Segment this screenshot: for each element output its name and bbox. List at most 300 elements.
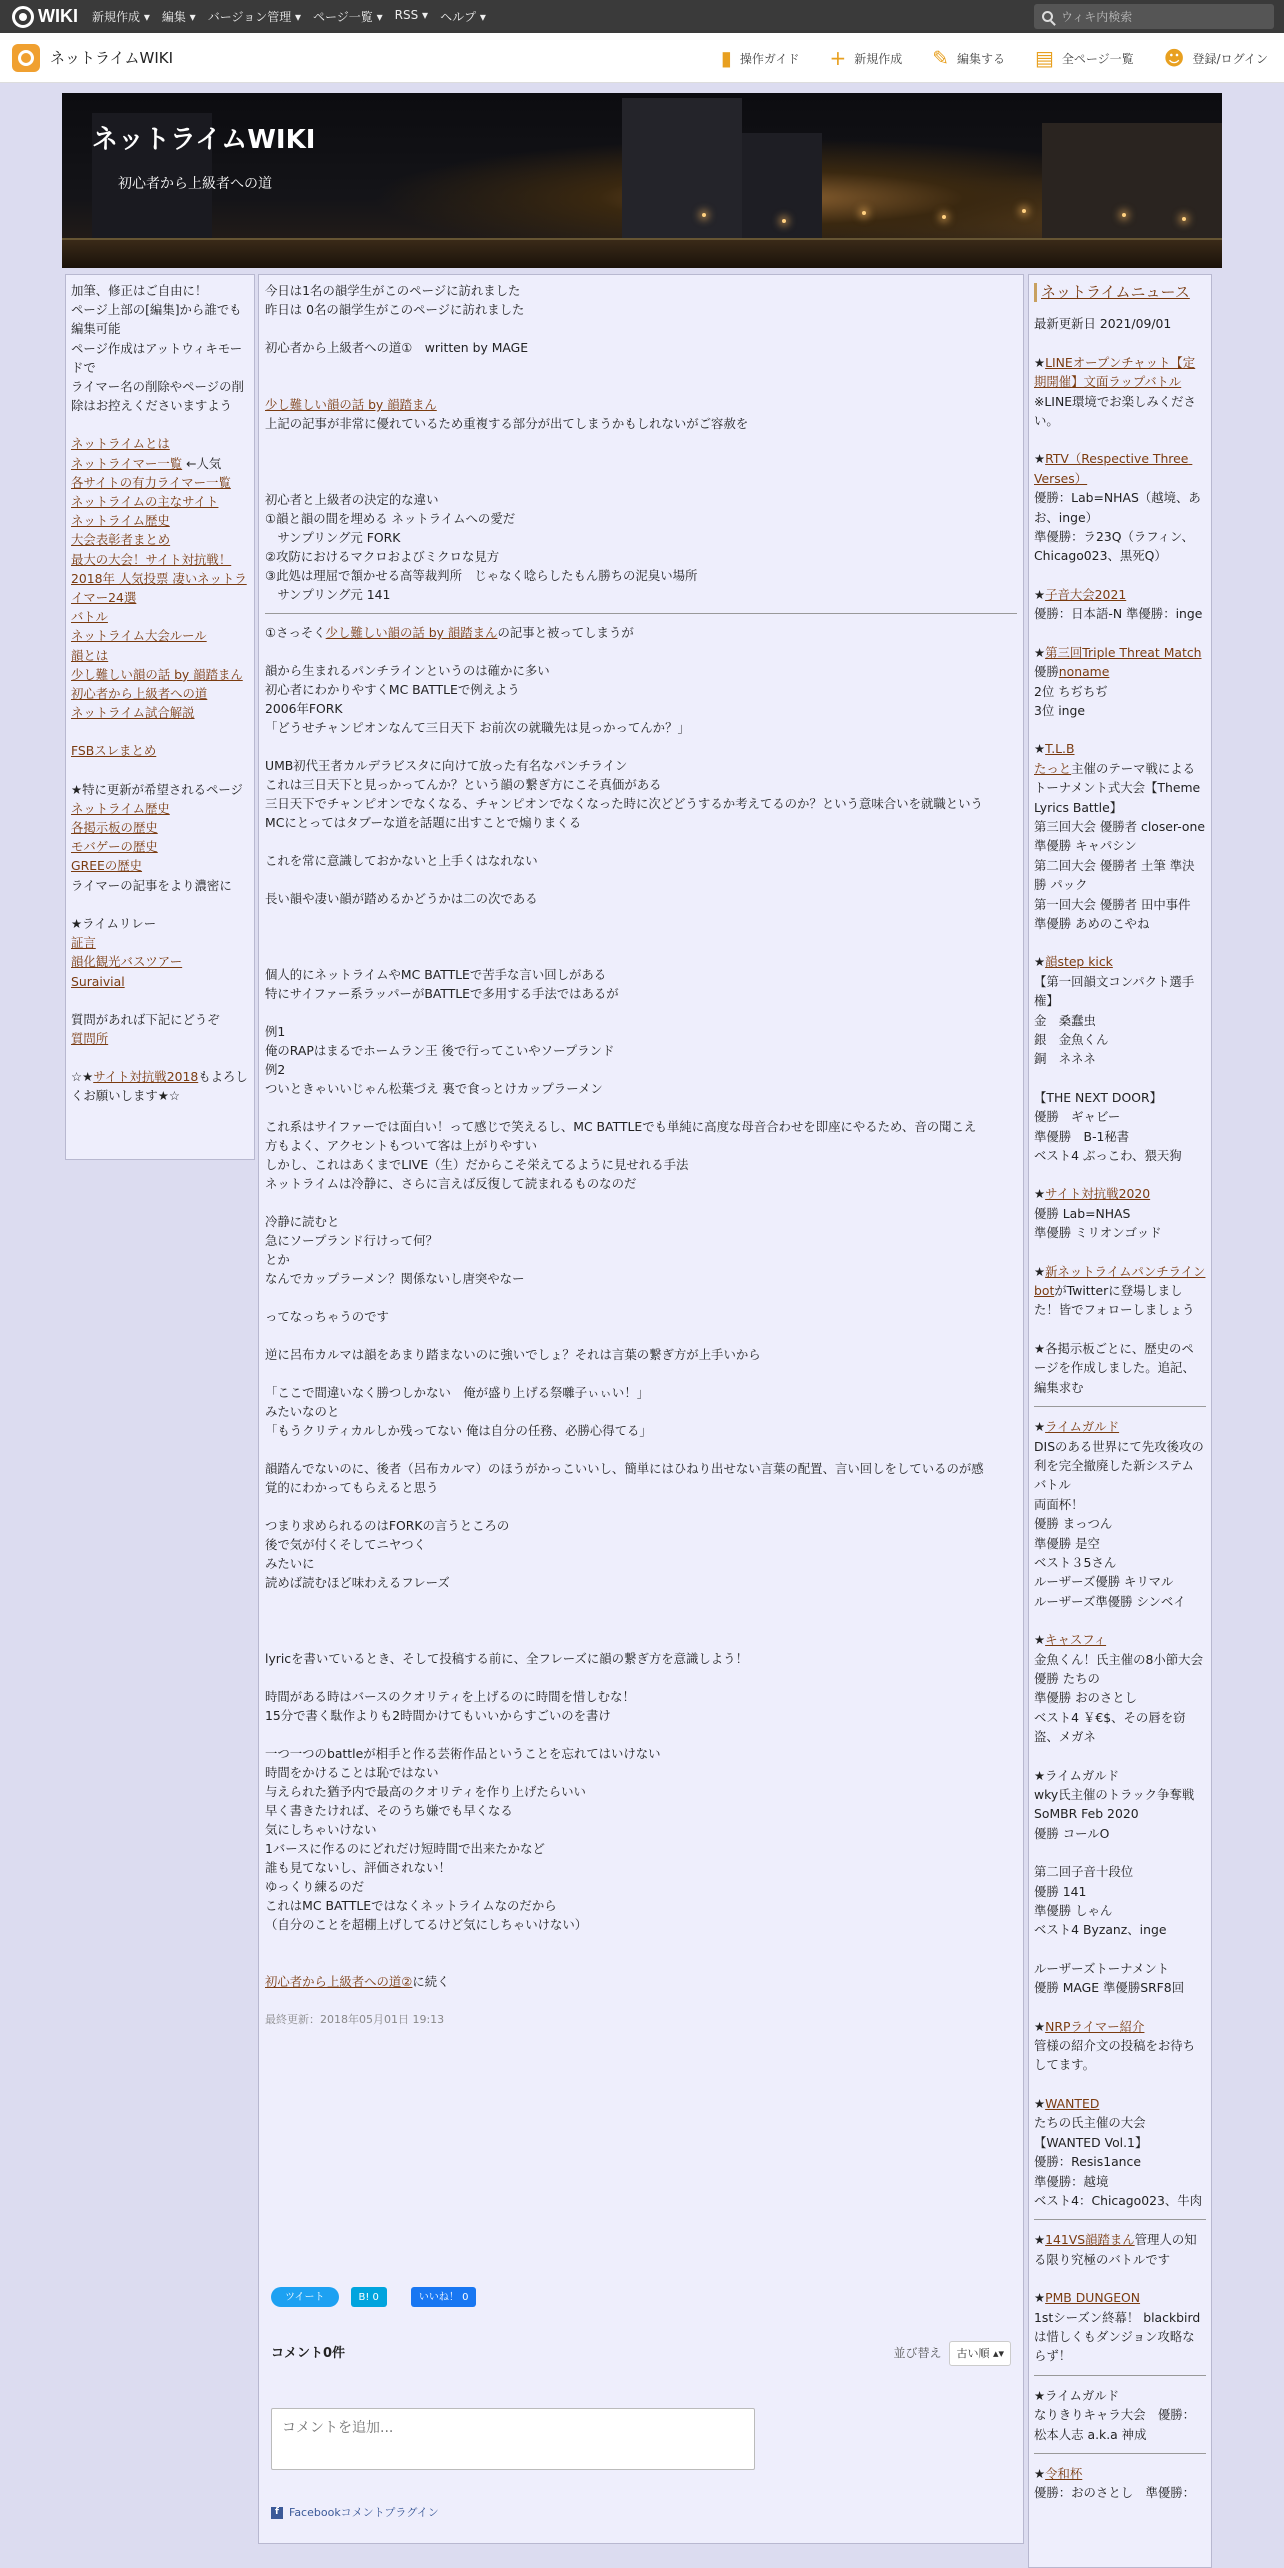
link[interactable]: 各掲示板の歴史	[71, 820, 158, 836]
text-line	[265, 1877, 1017, 1896]
link[interactable]: ネットライムとは	[71, 436, 170, 452]
text-line	[265, 623, 1017, 642]
social-buttons	[271, 2287, 476, 2307]
text-line	[1034, 2483, 1206, 2502]
text-line	[265, 1573, 1017, 1592]
line-text: ベスト３5さん	[1034, 1554, 1117, 1570]
link[interactable]: 令和杯	[1045, 2465, 1083, 2481]
atwiki-logo[interactable]	[12, 6, 78, 28]
line-text: 初心者と上級者の決定的な違い	[265, 492, 439, 507]
text-line	[1034, 1223, 1206, 1242]
text-line	[265, 1345, 1017, 1364]
tweet-button[interactable]: ツイート	[271, 2287, 339, 2307]
text-line	[1034, 2094, 1206, 2113]
line-text: DISのある世界にて先攻後攻の利を完全撤廃した新システムバトル	[1034, 1438, 1204, 1493]
text-line	[265, 1383, 1017, 1402]
link[interactable]: ネットライム大会ルール	[71, 628, 207, 644]
line-text: 早く書きたければ、そのうち嫌でも早くなる	[265, 1803, 513, 1818]
text-line	[71, 607, 249, 626]
text-line	[1034, 2386, 1206, 2405]
text-line	[265, 756, 1017, 775]
spacer	[265, 1725, 1017, 1744]
line-text: 優勝 コールO	[1034, 1825, 1110, 1841]
book-icon: ▮	[720, 46, 732, 70]
link[interactable]: 大会表彰者まとめ	[71, 532, 171, 548]
spacer	[265, 1630, 1017, 1649]
line-text: 覚的にわかってもらえると思う	[265, 1480, 439, 1495]
line-text: 2位 ちぢちぢ	[1034, 683, 1108, 699]
line-text: 初心者にわかりやすくMC BATTLEで例えよう	[265, 682, 520, 697]
line-text: 1stシーズン終幕！ blackbirdは惜しくもダンジョン攻略ならず！	[1034, 2309, 1201, 2364]
text-line	[71, 914, 249, 933]
spacer	[265, 946, 1017, 965]
text-line	[71, 952, 249, 971]
link[interactable]: サイト対抗戦2018	[93, 1069, 199, 1085]
text-line	[1034, 449, 1206, 488]
text-line	[1034, 1088, 1206, 1107]
spacer	[265, 870, 1017, 889]
link[interactable]: 少し難しい韻の話 by 韻踏まん	[325, 625, 498, 640]
line-text: これ系はサイファーでは面白い！って感じで笑えるし、MC BATTLEでも単純に高度な母音合わせを即座にやるため、音の聞こえ	[265, 1119, 977, 1134]
line-text: 時間がある時はバースのクオリティを上げるのに時間を惜しむな！	[265, 1689, 635, 1704]
line-text: 最終更新：2018年05月01日 19:13	[265, 2013, 445, 2026]
line-text: 逆に呂布カルマは韻をあまり踏まないのに強いでしょ？それは言葉の繋ぎ方が上手いから	[265, 1347, 761, 1362]
line-text: 質問があれば下記にどうぞ	[71, 1011, 220, 1027]
line-suffix: の記事と被ってしまうが	[497, 625, 634, 640]
text-line	[71, 856, 249, 875]
spacer	[1034, 1243, 1206, 1262]
line-text: 準優勝 しゃん	[1034, 1903, 1113, 1919]
divider	[1034, 2219, 1206, 2220]
link[interactable]: PMB DUNGEON	[1045, 2290, 1141, 2306]
link[interactable]: 最大の大会！サイト対抗戦！	[71, 551, 232, 567]
link[interactable]: たっと	[1034, 760, 1072, 776]
text-line	[265, 965, 1017, 984]
text-line	[265, 395, 1017, 414]
menu-help[interactable]: ヘルプ ▾	[440, 10, 486, 24]
link[interactable]: 韻化観光バスツアー	[71, 954, 183, 970]
link[interactable]: NRPライマー紹介	[1045, 2018, 1145, 2034]
line-text: 上記の記事が非常に優れているため重複する部分が出てしまうかもしれないがご容赦を	[265, 416, 749, 431]
text-line	[1034, 1650, 1206, 1669]
spacer	[265, 1098, 1017, 1117]
text-line	[1034, 2152, 1206, 2171]
line-text: MCにとってはタブーな道を話題に出すことで煽りまくる	[265, 815, 582, 830]
line-text: みたいに	[265, 1556, 315, 1571]
line-text: 【第一回韻文コンパクト選手権】	[1034, 973, 1195, 1009]
text-line	[265, 1820, 1017, 1839]
text-line	[265, 1801, 1017, 1820]
line-text: lyricを書いているとき、そして投稿する前に、全フレーズに韻の繋ぎ方を意識しよう！	[265, 1651, 748, 1666]
text-line	[265, 1212, 1017, 1231]
line-text: なりきりキャラ大会 優勝：松本人志 a.k.a 神成	[1034, 2407, 1196, 2442]
comment-input[interactable]	[271, 2408, 755, 2470]
link[interactable]: 初心者から上級者への道	[71, 686, 208, 702]
top-menu	[92, 8, 486, 25]
text-line	[1034, 2133, 1206, 2152]
line-text: ベスト4 Byzanz、inge	[1034, 1922, 1167, 1938]
text-line	[265, 1117, 1017, 1136]
link[interactable]: ネットライム歴史	[71, 800, 170, 816]
link[interactable]: 少し難しい韻の話 by 韻踏まん	[265, 397, 437, 412]
line-text: 俺のRAPはまるでホームラン王 後で行ってこいやソープランド	[265, 1043, 615, 1058]
text-line	[1034, 2464, 1206, 2483]
text-line	[265, 1421, 1017, 1440]
text-line	[71, 300, 249, 338]
line-text: ①韻と韻の間を埋める ネットライムへの愛だ	[265, 511, 516, 526]
line-text: 「どうせチャンピオンなんて三日天下 お前次の就職先は見っかってんか？」	[265, 720, 690, 735]
text-line	[265, 1459, 1017, 1478]
text-line	[265, 718, 1017, 737]
line-text: ってなっちゃうのです	[265, 1309, 389, 1324]
link[interactable]: バトル	[71, 609, 108, 625]
wiki-logo-icon[interactable]	[12, 44, 40, 72]
spacer	[265, 1193, 1017, 1212]
spacer	[1034, 624, 1206, 643]
line-text: 加筆、修正はご自由に！	[71, 283, 208, 298]
text-line	[265, 1250, 1017, 1269]
text-line	[265, 1174, 1017, 1193]
link[interactable]: WANTED	[1045, 2095, 1100, 2111]
line-text: 優勝 Lab=NHAS	[1034, 1205, 1131, 1221]
line-prefix: ★	[1034, 2018, 1046, 2034]
link[interactable]: 2018年 人気投票 凄いネットライマー24選	[71, 570, 247, 606]
spacer	[265, 319, 1017, 338]
spacer	[1034, 720, 1206, 739]
text-line	[71, 972, 249, 991]
news-title[interactable]: ネットライムニュース	[1034, 283, 1206, 302]
text-line	[265, 1706, 1017, 1725]
text-line	[71, 741, 249, 760]
line-text: 今日は1名の韻学生がこのページに訪れました	[265, 283, 521, 298]
text-line	[1034, 739, 1206, 758]
line-suffix: 管理人の知る限り究極のバトルです	[1034, 2232, 1197, 2267]
line-text: 急にソープランド行けって何？	[265, 1233, 438, 1248]
link[interactable]: モバゲーの歴史	[71, 839, 158, 855]
text-line	[1034, 1184, 1206, 1203]
text-line	[1034, 1262, 1206, 1320]
text-line	[1034, 585, 1206, 604]
line-text: ルーザーズトーナメント	[1034, 1960, 1170, 1976]
line-text: 準優勝：ラ23Q（ラフィン、Chicago023、黒死Q）	[1034, 529, 1194, 564]
spacer	[265, 452, 1017, 471]
divider	[265, 613, 1017, 614]
line-text: 初心者から上級者への道① written by MAGE	[265, 340, 529, 355]
line-prefix: ★	[1034, 954, 1046, 970]
line-suffix: がTwitterに登場しました！皆でフォローしましょう	[1034, 1283, 1195, 1318]
line-text: ②攻防におけるマクロおよびミクロな見方	[265, 549, 500, 564]
line-text: ベスト4 ぶっこわ、猥天狗	[1034, 1148, 1182, 1164]
line-suffix: 主催のテーマ戦によるトーナメント式大会【Theme Lyrics Battle】	[1034, 760, 1205, 815]
link[interactable]: ネットライム試合解説	[71, 705, 195, 721]
spacer	[265, 1288, 1017, 1307]
text-line	[265, 1079, 1017, 1098]
line-prefix: ☆★	[71, 1069, 94, 1085]
spacer	[1034, 1940, 1206, 1959]
line-text: ★各掲示板ごとに、歴史のページを作成しました。追記、編集求む	[1034, 1340, 1195, 1395]
text-line	[265, 680, 1017, 699]
text-line	[71, 550, 249, 569]
line-prefix: ★	[1034, 2290, 1046, 2306]
spacer	[265, 1953, 1017, 1972]
text-line	[265, 1782, 1017, 1801]
line-text: ★ライムリレー	[71, 915, 157, 931]
spacer	[1034, 430, 1206, 449]
text-line	[265, 1839, 1017, 1858]
line-text: ネットライムは冷静に、さらに言えば反復して読まれるものなのだ	[265, 1176, 637, 1191]
menu-version[interactable]: バージョン管理 ▾	[207, 10, 302, 24]
line-text: 長い韻や凄い韻が踏めるかどうかは二の次である	[265, 891, 538, 906]
text-line	[265, 1535, 1017, 1554]
text-line	[71, 1029, 249, 1048]
text-line	[1034, 1204, 1206, 1223]
line-text: 銅 ネネネ	[1034, 1051, 1096, 1067]
wiki-search-input[interactable]	[1034, 4, 1274, 29]
line-text: ゆっくり練るのだ	[265, 1879, 365, 1894]
line-text: 優勝：日本語-N 準優勝：inge	[1034, 606, 1203, 622]
nav-edit[interactable]	[932, 46, 1005, 70]
line-text: 三日天下でチャンピオンでなくなる、チャンピオンでなくなった時に次どどうするか考えてるのか？という意味合いを就職という	[265, 796, 983, 811]
text-line	[1034, 2230, 1206, 2269]
text-line	[265, 1896, 1017, 1915]
text-line	[1034, 1127, 1206, 1146]
line-text: ページ上部の[編集]から誰でも編集可能	[71, 302, 242, 337]
line-text: ※LINE環境でお楽しみください。	[1034, 393, 1196, 429]
text-line	[265, 1763, 1017, 1782]
text-line	[71, 454, 249, 473]
at-logo-icon	[12, 6, 34, 28]
text-line	[1034, 1011, 1206, 1030]
banner-light	[1182, 217, 1186, 221]
text-line	[265, 1022, 1017, 1041]
link[interactable]: 141VS韻踏まん	[1045, 2232, 1135, 2248]
nav-all-pages[interactable]	[1035, 46, 1134, 70]
link[interactable]: 韻step kick	[1045, 954, 1113, 970]
line-text: 優勝：Lab=NHAS（越境、あお、inge）	[1034, 490, 1201, 525]
text-line	[71, 818, 249, 837]
link[interactable]: LINEオープンチャット【定期開催】文面ラップバトル	[1034, 354, 1196, 390]
comment-sort	[893, 2341, 1011, 2366]
text-line	[1034, 643, 1206, 662]
line-text: 【THE NEXT DOOR】	[1034, 1089, 1162, 1105]
nav-guide[interactable]	[721, 46, 800, 70]
nav-new-label: 新規作成	[854, 51, 903, 66]
text-line	[265, 1060, 1017, 1079]
line-text: 準優勝：越境	[1034, 2173, 1109, 2189]
line-text: 3位 inge	[1034, 702, 1085, 718]
link[interactable]: 質問所	[71, 1030, 109, 1046]
menu-pages[interactable]: ページ一覧 ▾	[313, 10, 383, 24]
text-line	[71, 799, 249, 818]
text-line	[1034, 392, 1206, 431]
line-text: 準優勝 ミリオンゴッド	[1034, 1225, 1162, 1241]
sort-label: 並び替え	[893, 2346, 942, 2360]
line-text: UMB初代王者カルデラビスタに向けて放った有名なパンチライン	[265, 758, 628, 773]
text-line	[71, 876, 249, 895]
link[interactable]: 韻とは	[71, 647, 109, 663]
news-list	[1034, 314, 1209, 2502]
line-text: しかし、これはあくまでLIVE（生）だからこそ栄えてるように見せれる手法	[265, 1157, 689, 1172]
text-line	[1034, 701, 1206, 720]
spacer	[71, 991, 249, 1010]
menu-new[interactable]: 新規作成 ▾	[92, 10, 150, 24]
hatena-bookmark-button[interactable]: B! 0	[351, 2287, 387, 2307]
spacer	[265, 376, 1017, 395]
divider	[1034, 1406, 1206, 1407]
spacer	[71, 722, 249, 741]
sort-select[interactable]: 古い順 ▴▾	[949, 2341, 1011, 2366]
text-line	[265, 1478, 1017, 1497]
line-suffix: もよろしくお願いします★☆	[71, 1069, 248, 1104]
text-line	[1034, 1959, 1206, 1978]
text-line	[1034, 1901, 1206, 1920]
text-line	[1034, 817, 1209, 856]
header-nav	[721, 33, 1268, 83]
menu-rss[interactable]: RSS ▾	[394, 8, 429, 22]
text-line	[71, 569, 249, 607]
text-line	[1034, 1417, 1206, 1436]
line-text: 与えられた猶予内で最高のクオリティを作り上げたらいい	[265, 1784, 586, 1799]
text-line	[71, 530, 249, 549]
link[interactable]: 各サイトの有力ライマー一覧	[71, 474, 231, 490]
banner-building-far	[1042, 123, 1222, 240]
text-line	[1034, 1437, 1206, 1495]
link[interactable]: Suraivial	[71, 973, 125, 989]
link[interactable]: ネットライマー一覧	[71, 455, 183, 471]
text-line	[1034, 759, 1206, 817]
nav-all-pages-label: 全ページ一覧	[1061, 51, 1134, 66]
spacer	[265, 908, 1017, 927]
line-text: ★ライムガルド	[1034, 2387, 1120, 2403]
comments-header	[271, 2341, 1011, 2366]
text-line	[1034, 1882, 1206, 1901]
link[interactable]: 少し難しい韻の話 by 韻踏まん	[71, 666, 243, 682]
text-line	[71, 684, 249, 703]
spacer	[1034, 1998, 1206, 2017]
line-suffix: に続く	[412, 1974, 450, 1989]
text-line	[1034, 2172, 1206, 2191]
line-prefix: ★	[1034, 2095, 1046, 2111]
line-text: 時間をかけることは恥ではない	[265, 1765, 439, 1780]
spacer	[265, 1364, 1017, 1383]
link[interactable]: 第三回Triple Threat Match	[1045, 644, 1202, 660]
line-text: 第一回大会 優勝者 田中事件 準優勝 あめのこやね	[1034, 896, 1195, 931]
spacer	[1034, 2269, 1206, 2288]
spacer	[265, 1668, 1017, 1687]
link[interactable]: ライムガルド	[1045, 1419, 1120, 1435]
facebook-plugin-credit[interactable]	[271, 2503, 1011, 2522]
line-text: 優勝：おのさとし 準優勝：	[1034, 2485, 1196, 2501]
link[interactable]: サイト対抗戦2020	[1045, 1186, 1151, 1202]
site-banner	[62, 93, 1222, 268]
line-text: 金魚くん！氏主催の8小節大会	[1034, 1651, 1203, 1667]
link[interactable]: 新ネットライムパンチラインbot	[1034, 1263, 1206, 1299]
line-text: ③此処は理屈で頷かせる高等裁判所 じゃなく唸らしたもん勝ちの泥臭い場所	[265, 568, 698, 583]
line-text: これはMC BATTLEではなくネットライムなのだから	[265, 1898, 557, 1913]
link[interactable]: noname	[1058, 664, 1110, 680]
banner-light	[942, 215, 946, 219]
text-line	[1034, 2308, 1206, 2366]
line-suffix: ←人気	[182, 455, 222, 471]
line-prefix: ★	[1034, 1632, 1046, 1648]
text-line	[1034, 972, 1206, 1011]
link[interactable]: 証言	[71, 935, 96, 951]
link[interactable]: FSBスレまとめ	[71, 743, 157, 759]
site-name[interactable]: ネットライムWIKI	[50, 49, 174, 67]
link[interactable]: GREEの歴史	[71, 858, 143, 874]
link[interactable]: 子音大会2021	[1045, 586, 1127, 602]
link[interactable]: 初心者から上級者への道②	[265, 1974, 413, 1989]
text-line	[265, 984, 1017, 1003]
link[interactable]: ネットライムの主なサイト	[71, 494, 219, 510]
line-text: 昨日は 0名の韻学生がこのページに訪れました	[265, 302, 525, 317]
spacer	[265, 1497, 1017, 1516]
facebook-like-button[interactable]: いいね！ 0	[411, 2287, 477, 2307]
link[interactable]: T.L.B	[1045, 741, 1075, 757]
pencil-icon: ✎	[932, 46, 949, 70]
text-line	[71, 665, 249, 684]
text-line	[71, 780, 249, 799]
banner-title: ネットライムWIKI	[92, 125, 316, 155]
nav-new[interactable]	[829, 46, 902, 70]
line-text: 1バースに作るのにどれだけ短時間で出来たかなど	[265, 1841, 545, 1856]
plus-icon: +	[829, 46, 847, 70]
nav-guide-label: 操作ガイド	[739, 51, 800, 66]
line-text: 優勝：Resis1ance	[1034, 2154, 1141, 2170]
text-line	[1034, 1862, 1206, 1881]
nav-edit-label: 編集する	[957, 51, 1006, 66]
line-text: wky氏主催のトラック争奪戦 SoMBR Feb 2020	[1034, 1787, 1199, 1822]
text-line	[71, 434, 249, 453]
line-text: 第二回子音十段位	[1034, 1864, 1134, 1880]
text-line	[1034, 488, 1206, 527]
text-line	[1034, 1572, 1206, 1591]
banner-light	[702, 213, 706, 217]
line-prefix: ★	[1034, 2232, 1046, 2248]
text-line	[1034, 353, 1206, 392]
divider	[1034, 2453, 1206, 2454]
line-text: 優勝 141	[1034, 1883, 1087, 1899]
text-line	[71, 837, 249, 856]
text-line	[71, 626, 249, 645]
link[interactable]: キャスフィ	[1045, 1632, 1107, 1648]
menu-edit[interactable]: 編集 ▾	[161, 10, 196, 24]
spacer	[265, 1003, 1017, 1022]
spacer	[1034, 1320, 1206, 1339]
text-line	[265, 300, 1017, 319]
spacer	[1034, 334, 1206, 353]
text-line	[265, 1231, 1017, 1250]
text-line	[265, 794, 1017, 813]
line-text: なんでカップラーメン？関係ないし唐突やなー	[265, 1271, 525, 1286]
nav-login-label: 登録/ログイン	[1192, 51, 1268, 66]
text-line	[1034, 1107, 1206, 1126]
spacer	[265, 1326, 1017, 1345]
line-text: 15分で書く駄作よりも2時間かけてもいいからすごいのを書け	[265, 1708, 611, 1723]
line-text: ベスト4 ￥€$、その唇を窃盗、メガネ	[1034, 1709, 1186, 1745]
line-text: ライマーの記事をより濃密に	[71, 877, 232, 893]
link[interactable]: ネットライム歴史	[71, 513, 170, 529]
link[interactable]: RTV（Respective Three Verses）	[1034, 451, 1193, 486]
spacer	[71, 1048, 249, 1067]
line-text: みたいなのと	[265, 1404, 340, 1419]
text-line	[265, 1744, 1017, 1763]
text-line	[265, 338, 1017, 357]
line-prefix: ★	[1034, 1263, 1046, 1279]
text-line	[265, 1858, 1017, 1877]
spacer	[1034, 1611, 1206, 1630]
nav-login[interactable]	[1164, 46, 1268, 70]
